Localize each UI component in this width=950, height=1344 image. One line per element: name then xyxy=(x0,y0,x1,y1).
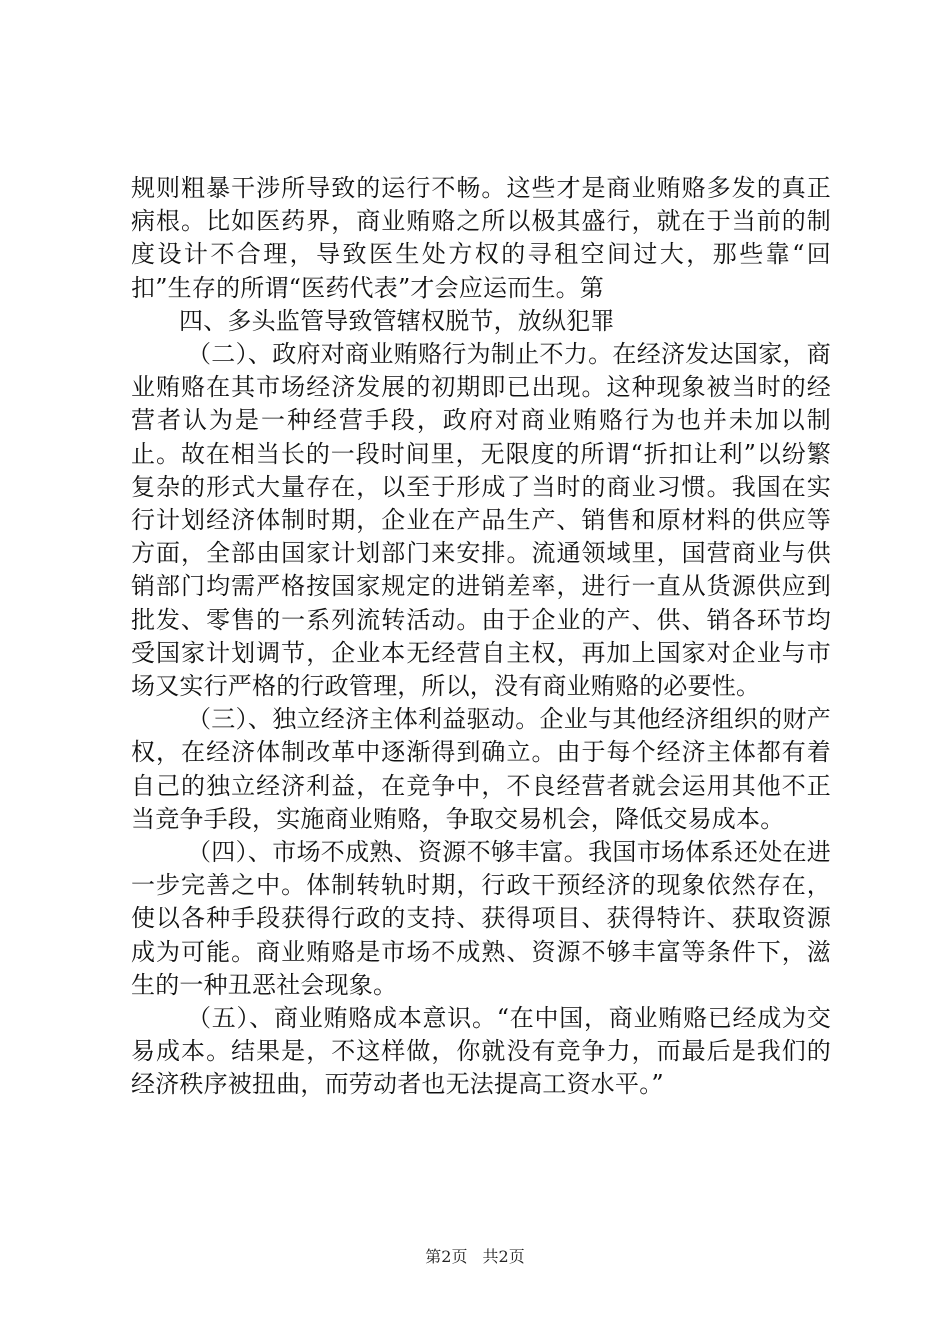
section-heading: 四、多头监管导致管辖权脱节，放纵犯罪 xyxy=(179,306,615,335)
page-footer xyxy=(0,1244,950,1267)
paragraph-2: （二）、政府对商业贿赂行为制止不力。在经济发达国家，商业贿赂在其市场经济发展的初期即已出现。这种现象被当时的经营者认为是一种经营手段，政府对商业贿赂行为也并未加以制止。故在相当长的一段时间里，无限度的所谓“折扣让利”以纷繁复杂的形式大量存在，以至于形成了当时的商业习惯。我国在实行计划经济体制时期，企业在产品生产、销售和原材料的供应等方面，全部由国家计划部门来安排。流通领域里，国营商业与供销部门均需严格按国家规定的进销差率，进行一直从货源供应到批发、零售的一系列流转活动。由于企业的产、供、销各环节均受国家计划调节，企业本无经营自主权，再加上国家对企业与市场又实行严格的行政管理，所以，没有商业贿赂的必要性。 xyxy=(131,340,831,701)
paragraph-3: （三）、独立经济主体利益驱动。企业与其他经济组织的财产权，在经济体制改革中逐渐得到确立。由于每个经济主体都有着自己的独立经济利益，在竞争中，不良经营者就会运用其他不正当竞争手段，实施商业贿赂，争取交易机会，降低交易成本。 xyxy=(131,705,831,833)
document-body xyxy=(131,172,831,1102)
paragraph-5: （五）、商业贿赂成本意识。“在中国，商业贿赂已经成为交易成本。结果是，不这样做，你就没有竞争力，而最后是我们的经济秩序被扭曲，而劳动者也无法提高工资水平。” xyxy=(131,1004,831,1099)
page-number: 第2页 xyxy=(425,1247,468,1266)
page-total: 共2页 xyxy=(482,1247,525,1266)
paragraph-continuation: 规则粗暴干涉所导致的运行不畅。这些才是商业贿赂多发的真正病根。比如医药界，商业贿赂之所以极其盛行，就在于当前的制度设计不合理，导致医生处方权的寻租空间过大，那些靠“回扣”生存的所谓“医药代表”才会应运而生。第 xyxy=(131,174,831,302)
paragraph-4: （四）、市场不成熟、资源不够丰富。我国市场体系还处在进一步完善之中。体制转轨时期，行政干预经济的现象依然存在，使以各种手段获得行政的支持、获得项目、获得特许、获取资源成为可能。商业贿赂是市场不成熟、资源不够丰富等条件下，滋生的一种丑恶社会现象。 xyxy=(131,838,831,999)
